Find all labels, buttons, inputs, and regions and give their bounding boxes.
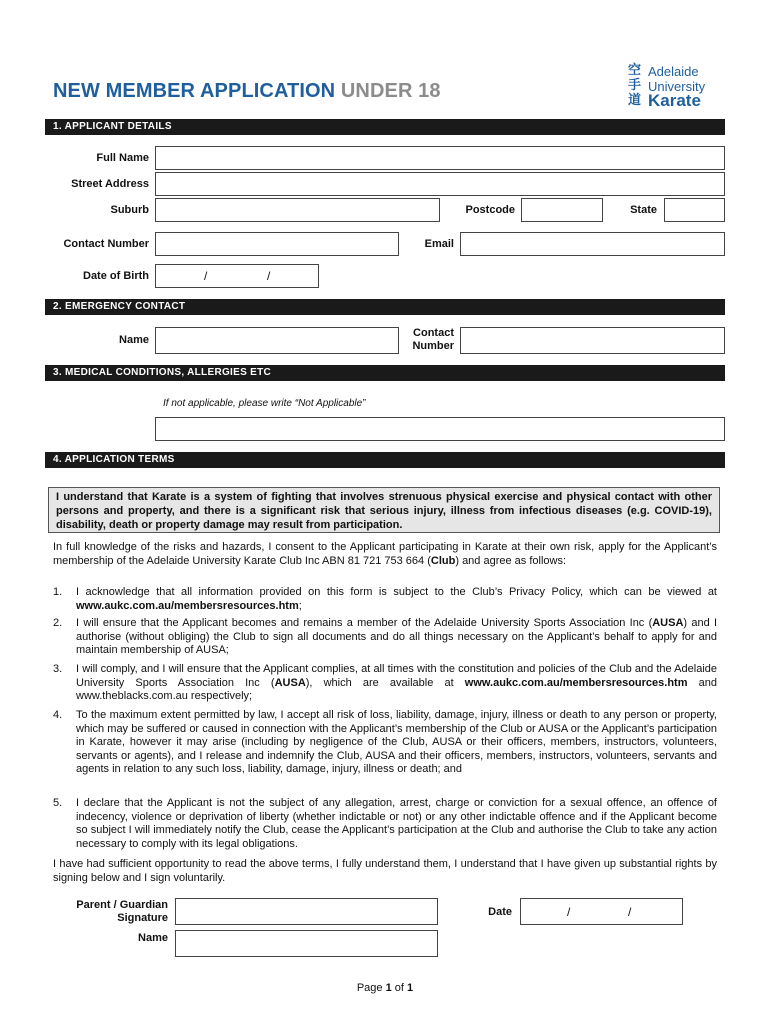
section-terms-heading: 4. APPLICATION TERMS — [45, 452, 725, 468]
terms-item-5 — [53, 797, 717, 853]
page-number — [0, 982, 770, 994]
logo-kanji: 空手道 — [628, 63, 642, 108]
page-current: 1 — [385, 982, 392, 994]
item-bold: AUSA — [274, 676, 306, 689]
item-number: 3. — [53, 663, 63, 675]
emergency-contact-label-2: Number — [412, 340, 454, 352]
suburb-field[interactable] — [155, 198, 440, 222]
item-link: www.aukc.com.au/membersresources.htm — [76, 599, 299, 612]
terms-item-4 — [53, 709, 717, 793]
terms-intro-a: In full knowledge of the risks and hazards, I consent to the Applicant participating in Karate at their own risk, apply for the Applicant’s membership of the Adelaide University Karate Club Inc ABN 81 721 753 664 ( — [53, 541, 717, 567]
item-text-end: and www.theblacks.com.au respectively; — [76, 676, 717, 702]
emergency-name-label: Name — [119, 334, 149, 346]
section-medical-heading: 3. MEDICAL CONDITIONS, ALLERGIES ETC — [45, 365, 725, 381]
signature-label-1: Parent / Guardian — [76, 899, 168, 911]
logo-line-1: Adelaide — [648, 64, 699, 79]
item-text-mid: ), which are available at — [305, 676, 465, 689]
postcode-label: Postcode — [465, 204, 515, 216]
terms-intro-club: Club — [430, 554, 456, 567]
page-total: 1 — [407, 982, 414, 994]
postcode-field[interactable] — [521, 198, 603, 222]
risk-warning: I understand that Karate is a system of fighting that involves strenuous physical exercise and physical contact with other persons and property, and there is a significant risk that serious injury, illness from infectious diseases (e.g. COVID-19), disability, death or property damage may result from participation. — [48, 487, 720, 533]
full-name-field[interactable] — [155, 146, 725, 170]
emergency-contact-field[interactable] — [460, 327, 725, 354]
item-text: I declare that the Applicant is not the subject of any allegation, arrest, charge or conviction for a sexual offence, an offence of indecency, violence or deprivation of liberty (whether indictable or not) or any other indictable offence and if the Applicant become so subject I will immediately notify the Club, cease the Applicant’s participation at the Club and authorise the Club to take any action necessary to comply with its legal obligations. — [76, 797, 717, 850]
item-text: I acknowledge that all information provided on this form is subject to the Club’s Privacy Policy, which can be viewed at — [76, 586, 717, 598]
page-of: of — [391, 982, 408, 994]
signatory-name-field[interactable] — [175, 930, 438, 957]
item-text: I will ensure that the Applicant becomes and remains a member of the Adelaide University Sports Association Inc ( — [76, 617, 653, 629]
page-prefix: Page — [356, 982, 386, 994]
suburb-label: Suburb — [110, 204, 149, 216]
title-main: NEW MEMBER APPLICATION — [53, 80, 336, 102]
contact-number-field[interactable] — [155, 232, 399, 256]
dob-field[interactable] — [155, 264, 319, 288]
logo-line-2: University — [648, 79, 706, 94]
full-name-label: Full Name — [96, 152, 149, 164]
state-label: State — [630, 204, 657, 216]
title-sub: UNDER 18 — [340, 80, 441, 102]
signatory-name-label: Name — [138, 932, 168, 944]
date-field[interactable] — [520, 898, 683, 925]
email-label: Email — [424, 238, 454, 250]
terms-item-1 — [53, 586, 717, 614]
item-number: 1. — [53, 586, 63, 598]
emergency-name-field[interactable] — [155, 327, 399, 354]
logo-line-3: Karate — [648, 91, 701, 110]
terms-item-3 — [53, 663, 717, 705]
dob-separator-2: / — [267, 269, 271, 283]
item-bold: AUSA — [652, 617, 684, 629]
signature-field[interactable] — [175, 898, 438, 925]
medical-field[interactable] — [155, 417, 725, 441]
date-separator-2: / — [628, 905, 632, 919]
dob-label: Date of Birth — [83, 270, 149, 282]
email-field[interactable] — [460, 232, 725, 256]
contact-number-label: Contact Number — [63, 238, 149, 250]
item-number: 2. — [53, 617, 63, 629]
terms-intro-b: ) and agree as follows: — [455, 554, 567, 567]
item-text-end: ) and I authorise (without obliging) the Club to sign all documents and do all things necessary on the Applicant’s behalf to apply for and maintain membership of AUSA; — [76, 617, 717, 656]
signature-label-2: Signature — [117, 912, 168, 924]
emergency-contact-label-1: Contact — [413, 327, 454, 339]
item-text-end: ; — [298, 599, 302, 612]
dob-separator-1: / — [204, 269, 208, 283]
item-number: 5. — [53, 797, 63, 809]
state-field[interactable] — [664, 198, 725, 222]
item-link: www.aukc.com.au/membersresources.htm — [464, 676, 688, 689]
item-number: 4. — [53, 709, 63, 721]
date-label: Date — [488, 906, 512, 918]
page-title — [53, 80, 441, 103]
club-logo — [628, 63, 738, 111]
terms-item-2 — [53, 617, 717, 659]
street-address-label: Street Address — [71, 178, 149, 190]
item-text: I will comply, and I will ensure that the Applicant complies, at all times with the constitution and policies of the Club and the Adelaide University Sports Association Inc ( — [76, 663, 717, 689]
section-applicant-heading: 1. APPLICANT DETAILS — [45, 119, 725, 135]
medical-note: If not applicable, please write “Not Applicable” — [163, 398, 366, 409]
item-text: To the maximum extent permitted by law, I accept all risk of loss, liability, damage, injury, illness or death to any person or property, which may be suffered or caused in connection with the Applicant’s membership of the Club or AUSA or the Applicant’s participation in Karate, however it may arise (including by negligence of the Club, AUSA or their officers, members, instructors, volunteers, servants or agents), and I release and indemnify the Club, AUSA and their officers, members, instructors, volunteers, servants and agents in relation to any such loss, liability, damage, injury, illness or death; and — [76, 709, 717, 775]
section-emergency-heading: 2. EMERGENCY CONTACT — [45, 299, 725, 315]
street-address-field[interactable] — [155, 172, 725, 196]
terms-intro — [53, 541, 717, 568]
terms-closing: I have had sufficient opportunity to read the above terms, I fully understand them, I understand that I have given up substantial rights by signing below and I sign voluntarily. — [53, 858, 717, 884]
date-separator-1: / — [567, 905, 571, 919]
